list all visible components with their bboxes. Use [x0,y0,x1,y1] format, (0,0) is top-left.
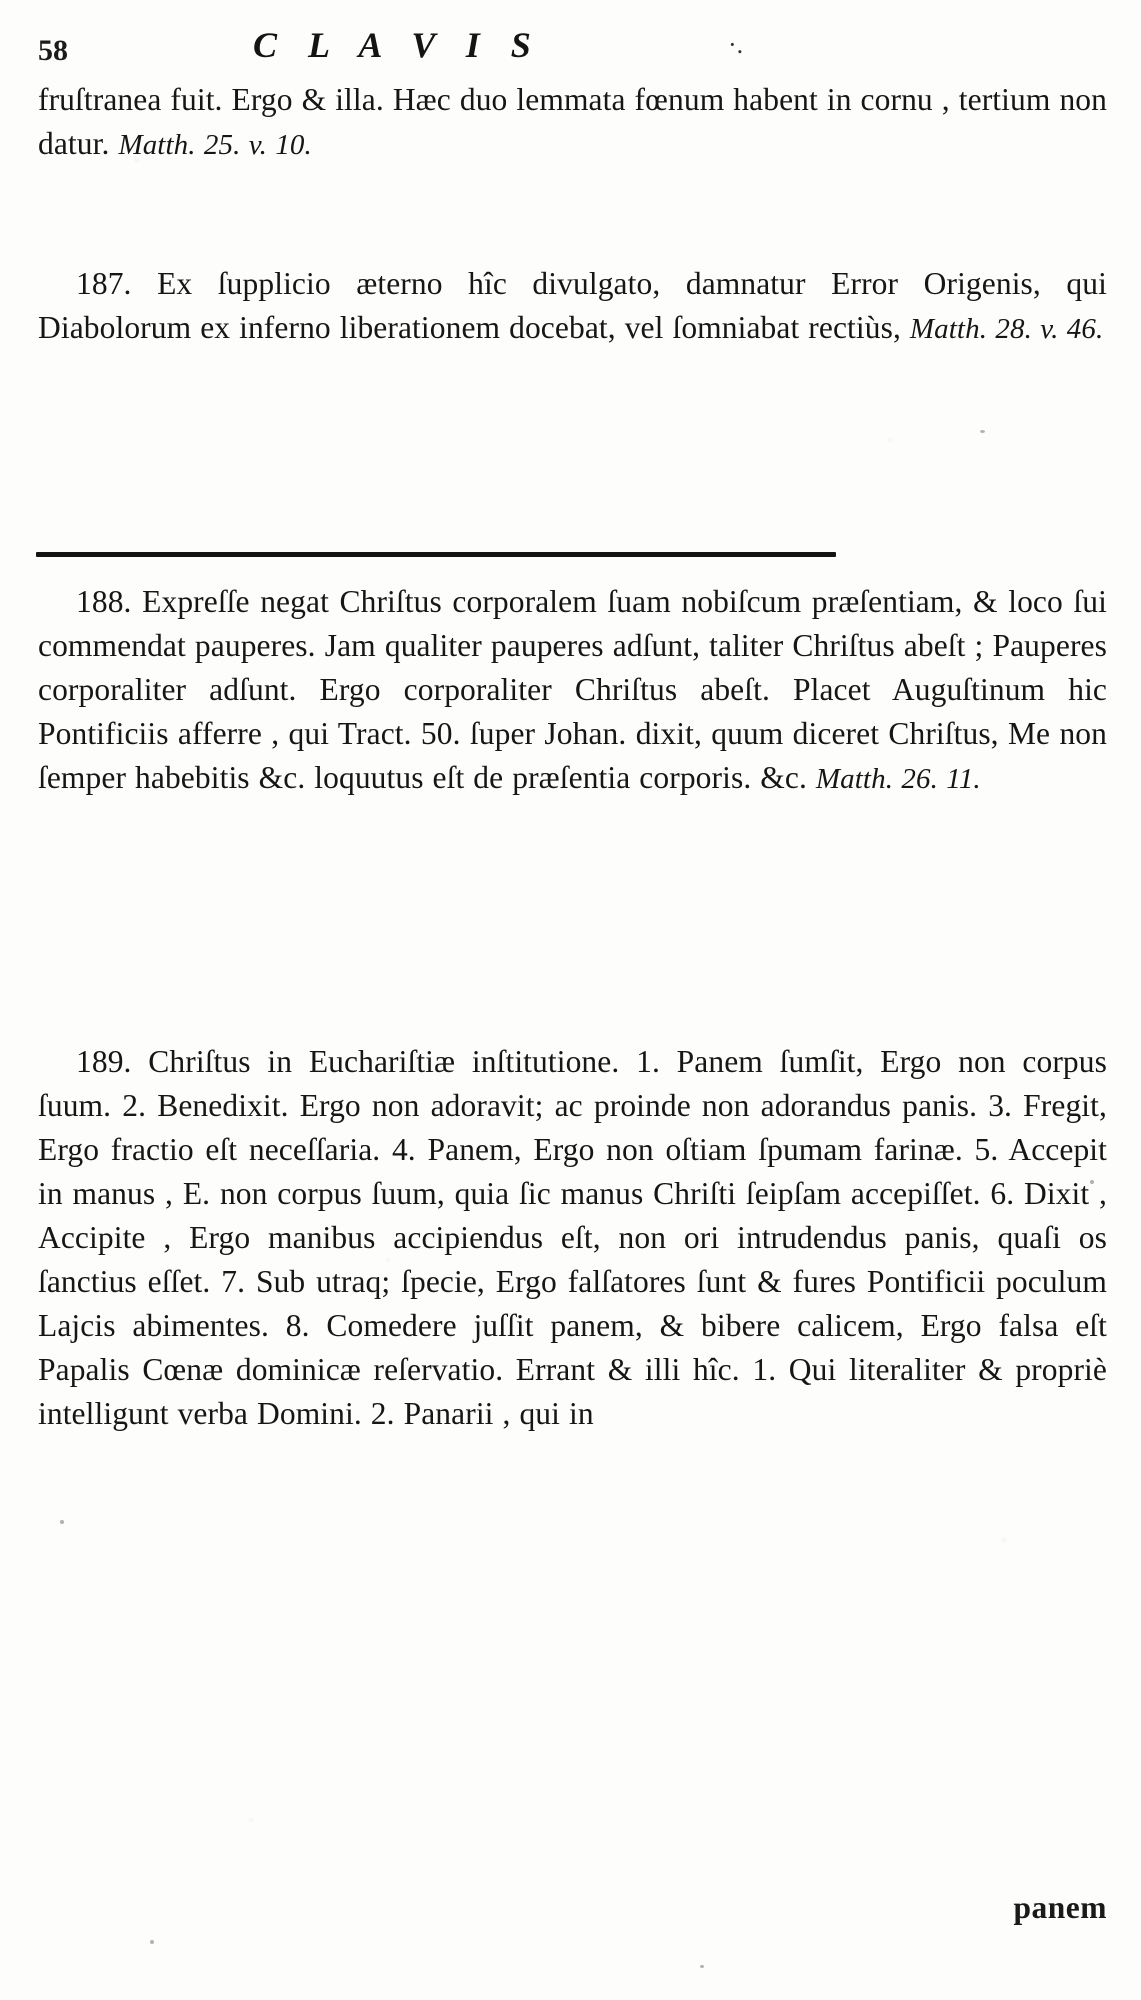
paragraph-body: Ex ſupplicio æterno hîc divulgato, damnatur Error Origenis, qui Diabolorum ex inferno liberationem docebat, vel ſomniabat rectiùs, [38,266,1107,345]
running-head-title: C L A V I S [253,25,542,65]
horizontal-rule [36,552,836,557]
paragraph-187 [38,262,1107,351]
paragraph-body: Expreſſe negat Chriſtus corporalem ſuam nobiſcum præſentiam, & loco ſui commendat pauperes. Jam qualiter pauperes adſunt, taliter Chriſtus abeſt ; Pauperes corporaliter adſunt. Ergo corporaliter Chriſtus abeſt. Placet Auguſtinum hic Pontificiis afferre , qui Tract. 50. ſuper Johan. dixit, quum diceret Chriſtus, Me non ſemper habebitis &c. loquutus eſt de præſentia corporis. &c. [38,584,1107,795]
page-header [38,24,1107,70]
ink-speck [60,1520,64,1524]
paragraph-citation: Matth. 26. 11. [815,763,981,795]
paragraph-number: 187. [76,266,132,301]
folio-number: 58 [38,34,68,67]
paragraph-citation: Matth. 25. v. 10. [118,129,312,161]
header-mark: ·. [728,30,744,59]
paragraph-body: Chriſtus in Euchariſtiæ inſtitutione. 1. Panem ſumſit, Ergo non corpus ſuum. 2. Benedixit. Ergo non adoravit; ac proinde non adorandus panis. 3. Fregit, Ergo fractio eſt neceſſaria. 4. Panem, Ergo non oſtiam ſpumam farinæ. 5. Accepit in manus , E. non corpus ſuum, quia ſic manus Chriſti ſeipſam accepiſſet. 6. Dixit , Accipite , Ergo manibus accipiendus eſt, non ori intrudendus panis, quaſi os ſanctius eſſet. 7. Sub utraq; ſpecie, Ergo falſatores ſunt & fures Pontificii poculum Lajcis abimentes. 8. Comedere juſſit panem, & bibere calicem, Ergo falsa eſt Papalis Cœnæ dominicæ reſervatio. Errant & illi hîc. 1. Qui literaliter & propriè intelligunt verba Domini. 2. Panarii , qui in [38,1044,1107,1431]
paragraph-body: fruſtranea fuit. Ergo & illa. Hæc duo lemmata fœnum habent in cornu , tertium non datur. [38,82,1107,161]
ink-speck [700,1965,704,1968]
paragraph-189 [38,1040,1107,1436]
paragraph-continuation [38,78,1107,167]
paragraph-number: 189. [76,1044,132,1079]
paragraph-188 [38,580,1107,801]
paragraph-number: 188. [76,584,132,619]
paragraph-citation: Matth. 28. v. 46. [909,313,1104,345]
ink-speck [150,1940,154,1944]
ink-speck [980,430,985,433]
catchword: panem [1013,1890,1107,1925]
